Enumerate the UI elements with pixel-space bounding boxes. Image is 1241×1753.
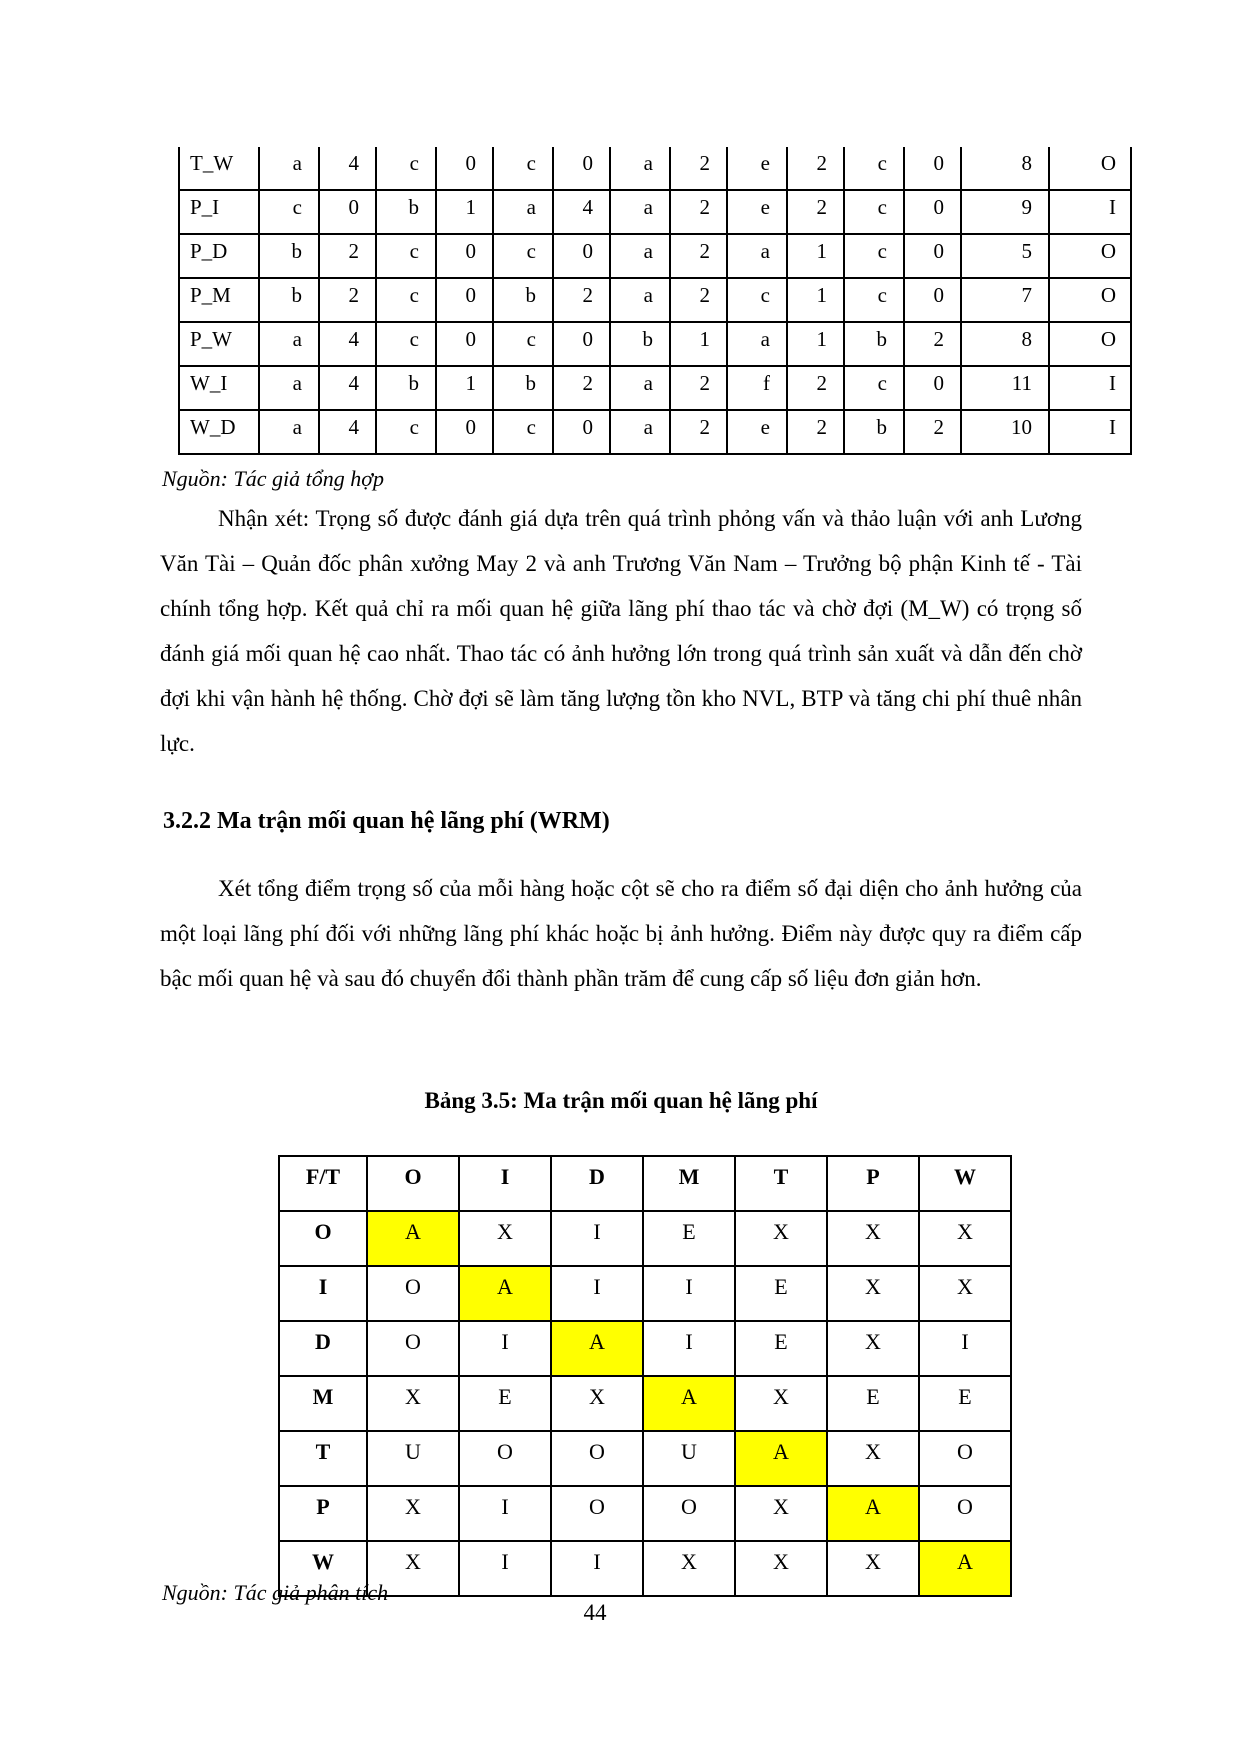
matrix-cell: X: [919, 1211, 1011, 1266]
weight-value-cell: b: [844, 322, 904, 366]
weight-value-cell: a: [610, 234, 670, 278]
weight-value-cell: 0: [436, 278, 493, 322]
weight-total-cell: 5: [961, 234, 1049, 278]
weight-value-cell: a: [610, 190, 670, 234]
weight-value-cell: c: [376, 322, 436, 366]
weight-value-cell: 0: [553, 322, 610, 366]
weight-total-cell: 10: [961, 410, 1049, 454]
matrix-row-label: P: [279, 1486, 367, 1541]
weight-value-cell: c: [259, 190, 319, 234]
commentary-paragraph: Nhận xét: Trọng số được đánh giá dựa trên quá trình phỏng vấn và thảo luận với anh Lương Văn Tài – Quản đốc phân xưởng May 2 và anh Trương Văn Nam – Trưởng bộ phận Kinh tế - Tài chính tổng hợp. Kết quả chỉ ra mối quan hệ giữa lãng phí thao tác và chờ đợi (M_W) có trọng số đánh giá mối quan hệ cao nhất. Thao tác có ảnh hưởng lớn trong quá trình sản xuất và dẫn đến chờ đợi khi vận hành hệ thống. Chờ đợi sẽ làm tăng lượng tồn kho NVL, BTP và tăng chi phí thuê nhân lực.: [160, 506, 1082, 756]
matrix-cell: I: [459, 1321, 551, 1376]
weight-value-cell: 4: [319, 322, 376, 366]
weight-value-cell: 2: [319, 278, 376, 322]
weight-value-cell: 2: [319, 234, 376, 278]
matrix-cell: X: [643, 1541, 735, 1596]
weight-value-cell: b: [844, 410, 904, 454]
weight-value-cell: f: [727, 366, 787, 410]
matrix-cell: X: [551, 1376, 643, 1431]
table-caption: Bảng 3.5: Ma trận mối quan hệ lãng phí: [424, 1088, 818, 1113]
matrix-cell: O: [551, 1431, 643, 1486]
matrix-header-cell: F/T: [279, 1156, 367, 1211]
weight-table-row: [179, 234, 1131, 278]
matrix-cell: I: [643, 1266, 735, 1321]
weight-value-cell: a: [727, 234, 787, 278]
matrix-row-label: W: [279, 1541, 367, 1596]
weight-value-cell: b: [493, 278, 553, 322]
weight-row-label: P_D: [179, 234, 259, 278]
matrix-header-cell: I: [459, 1156, 551, 1211]
weight-value-cell: c: [376, 278, 436, 322]
weight-value-cell: e: [727, 190, 787, 234]
matrix-diagonal-cell: A: [735, 1431, 827, 1486]
weight-value-cell: b: [376, 366, 436, 410]
weight-value-cell: e: [727, 410, 787, 454]
weight-value-cell: c: [493, 147, 553, 190]
weight-value-cell: c: [844, 190, 904, 234]
matrix-row: [279, 1431, 1011, 1486]
matrix-cell: E: [919, 1376, 1011, 1431]
matrix-header-cell: P: [827, 1156, 919, 1211]
matrix-cell: I: [919, 1321, 1011, 1376]
weight-table-row: [179, 366, 1131, 410]
matrix-cell: O: [919, 1431, 1011, 1486]
weight-value-cell: c: [376, 234, 436, 278]
weight-value-cell: 1: [436, 366, 493, 410]
matrix-cell: O: [643, 1486, 735, 1541]
weight-value-cell: a: [610, 366, 670, 410]
weight-value-cell: 2: [787, 190, 844, 234]
weight-value-cell: c: [844, 278, 904, 322]
matrix-cell: X: [827, 1211, 919, 1266]
weight-value-cell: 2: [904, 410, 961, 454]
matrix-cell: U: [643, 1431, 735, 1486]
weight-value-cell: 0: [904, 278, 961, 322]
weight-value-cell: 4: [319, 366, 376, 410]
matrix-header-cell: O: [367, 1156, 459, 1211]
matrix-diagonal-cell: A: [827, 1486, 919, 1541]
matrix-cell: E: [459, 1376, 551, 1431]
matrix-cell: I: [643, 1321, 735, 1376]
weight-value-cell: 0: [436, 147, 493, 190]
weight-value-cell: c: [727, 278, 787, 322]
weight-value-cell: c: [844, 147, 904, 190]
matrix-cell: O: [367, 1266, 459, 1321]
weight-value-cell: 1: [436, 190, 493, 234]
matrix-cell: E: [643, 1211, 735, 1266]
weight-value-cell: 1: [787, 322, 844, 366]
weight-table-row: [179, 278, 1131, 322]
matrix-row: [279, 1211, 1011, 1266]
page-number: 44: [583, 1600, 607, 1625]
weight-value-cell: 1: [787, 234, 844, 278]
weight-value-cell: 4: [319, 147, 376, 190]
weight-value-cell: a: [610, 278, 670, 322]
matrix-cell: X: [735, 1486, 827, 1541]
weight-row-label: W_I: [179, 366, 259, 410]
weight-value-cell: 2: [787, 147, 844, 190]
weight-value-cell: 2: [670, 234, 727, 278]
weight-value-cell: 0: [436, 322, 493, 366]
matrix-row: [279, 1321, 1011, 1376]
weight-value-cell: c: [493, 234, 553, 278]
matrix-cell: X: [827, 1321, 919, 1376]
weight-value-cell: 2: [787, 410, 844, 454]
matrix-cell: O: [459, 1431, 551, 1486]
matrix-cell: O: [367, 1321, 459, 1376]
matrix-cell: X: [367, 1541, 459, 1596]
matrix-row: [279, 1376, 1011, 1431]
matrix-cell: I: [551, 1266, 643, 1321]
matrix-cell: U: [367, 1431, 459, 1486]
weight-row-label: T_W: [179, 147, 259, 190]
weight-value-cell: 0: [553, 147, 610, 190]
weight-type-cell: O: [1049, 278, 1131, 322]
matrix-row-label: T: [279, 1431, 367, 1486]
matrix-cell: X: [735, 1376, 827, 1431]
weight-type-cell: O: [1049, 147, 1131, 190]
weight-value-cell: 2: [670, 278, 727, 322]
weight-type-cell: I: [1049, 190, 1131, 234]
matrix-cell: E: [827, 1376, 919, 1431]
weight-value-cell: 4: [319, 410, 376, 454]
matrix-header-cell: D: [551, 1156, 643, 1211]
weight-type-cell: I: [1049, 410, 1131, 454]
weight-row-label: P_I: [179, 190, 259, 234]
matrix-diagonal-cell: A: [643, 1376, 735, 1431]
section-body-paragraph: Xét tổng điểm trọng số của mỗi hàng hoặc cột sẽ cho ra điểm số đại diện cho ảnh hưởng của một loại lãng phí đối với những lãng phí khác hoặc bị ảnh hưởng. Điểm này được quy ra điểm cấp bậc mối quan hệ và sau đó chuyển đổi thành phần trăm để cung cấp số liệu đơn giản hơn.: [160, 876, 1082, 991]
matrix-header-cell: M: [643, 1156, 735, 1211]
weight-value-cell: 0: [553, 410, 610, 454]
weight-value-cell: 2: [787, 366, 844, 410]
matrix-header-cell: W: [919, 1156, 1011, 1211]
weight-row-label: P_M: [179, 278, 259, 322]
weight-value-cell: c: [493, 322, 553, 366]
weight-total-cell: 8: [961, 322, 1049, 366]
weight-row-label: W_D: [179, 410, 259, 454]
matrix-cell: X: [827, 1431, 919, 1486]
matrix-cell: E: [735, 1266, 827, 1321]
weight-value-cell: 2: [670, 366, 727, 410]
matrix-cell: I: [551, 1211, 643, 1266]
waste-weight-table: [178, 147, 1132, 455]
weight-row-label: P_W: [179, 322, 259, 366]
weight-table-row: [179, 410, 1131, 454]
matrix-row: [279, 1541, 1011, 1596]
weight-value-cell: b: [610, 322, 670, 366]
weight-value-cell: 2: [553, 366, 610, 410]
weight-total-cell: 9: [961, 190, 1049, 234]
weight-value-cell: a: [259, 147, 319, 190]
weight-value-cell: 4: [553, 190, 610, 234]
matrix-body: [279, 1211, 1011, 1596]
matrix-diagonal-cell: A: [551, 1321, 643, 1376]
weight-value-cell: 0: [553, 234, 610, 278]
weight-value-cell: b: [376, 190, 436, 234]
matrix-cell: I: [459, 1486, 551, 1541]
matrix-diagonal-cell: A: [367, 1211, 459, 1266]
matrix-header: [279, 1156, 1011, 1211]
matrix-header-cell: T: [735, 1156, 827, 1211]
weight-value-cell: a: [259, 410, 319, 454]
weight-total-cell: 11: [961, 366, 1049, 410]
weight-value-cell: a: [727, 322, 787, 366]
weight-type-cell: O: [1049, 234, 1131, 278]
matrix-row: [279, 1266, 1011, 1321]
weight-value-cell: 2: [670, 147, 727, 190]
weight-value-cell: c: [844, 366, 904, 410]
weight-total-cell: 7: [961, 278, 1049, 322]
weight-value-cell: 0: [904, 190, 961, 234]
matrix-cell: O: [919, 1486, 1011, 1541]
source-note-weight-table: Nguồn: Tác giả tổng hợp: [162, 466, 384, 491]
weight-total-cell: 8: [961, 147, 1049, 190]
matrix-cell: E: [735, 1321, 827, 1376]
matrix-cell: X: [459, 1211, 551, 1266]
matrix-header-row: [279, 1156, 1011, 1211]
weight-table-row: [179, 322, 1131, 366]
source-note-matrix: Nguồn: Tác giả phân tích: [162, 1580, 389, 1605]
weight-value-cell: 2: [670, 190, 727, 234]
matrix-cell: X: [735, 1541, 827, 1596]
matrix-cell: X: [367, 1486, 459, 1541]
weight-value-cell: c: [844, 234, 904, 278]
weight-value-cell: 2: [904, 322, 961, 366]
weight-type-cell: O: [1049, 322, 1131, 366]
matrix-diagonal-cell: A: [459, 1266, 551, 1321]
matrix-row-label: I: [279, 1266, 367, 1321]
weight-value-cell: 1: [670, 322, 727, 366]
matrix-diagonal-cell: A: [919, 1541, 1011, 1596]
weight-value-cell: e: [727, 147, 787, 190]
weight-value-cell: 0: [904, 234, 961, 278]
matrix-row-label: M: [279, 1376, 367, 1431]
matrix-cell: I: [551, 1541, 643, 1596]
weight-value-cell: 1: [787, 278, 844, 322]
weight-type-cell: I: [1049, 366, 1131, 410]
matrix-cell: X: [735, 1211, 827, 1266]
weight-value-cell: b: [493, 366, 553, 410]
waste-weight-table-body: [179, 147, 1131, 454]
weight-value-cell: a: [610, 147, 670, 190]
weight-value-cell: 0: [319, 190, 376, 234]
weight-value-cell: c: [376, 147, 436, 190]
weight-value-cell: b: [259, 234, 319, 278]
weight-value-cell: a: [493, 190, 553, 234]
matrix-cell: X: [367, 1376, 459, 1431]
weight-value-cell: b: [259, 278, 319, 322]
section-heading: 3.2.2 Ma trận mối quan hệ lãng phí (WRM): [163, 808, 610, 834]
weight-value-cell: 0: [436, 234, 493, 278]
weight-value-cell: c: [376, 410, 436, 454]
matrix-row-label: D: [279, 1321, 367, 1376]
matrix-cell: X: [919, 1266, 1011, 1321]
weight-table-row: [179, 190, 1131, 234]
weight-value-cell: 0: [436, 410, 493, 454]
weight-value-cell: 2: [670, 410, 727, 454]
matrix-cell: X: [827, 1541, 919, 1596]
weight-value-cell: a: [259, 322, 319, 366]
matrix-cell: I: [459, 1541, 551, 1596]
matrix-row: [279, 1486, 1011, 1541]
weight-value-cell: 0: [904, 366, 961, 410]
weight-table-row: [179, 147, 1131, 190]
weight-value-cell: a: [259, 366, 319, 410]
weight-value-cell: a: [610, 410, 670, 454]
weight-value-cell: 2: [553, 278, 610, 322]
matrix-row-label: O: [279, 1211, 367, 1266]
matrix-cell: O: [551, 1486, 643, 1541]
matrix-cell: X: [827, 1266, 919, 1321]
weight-value-cell: c: [493, 410, 553, 454]
waste-relationship-matrix: [278, 1155, 1012, 1597]
weight-value-cell: 0: [904, 147, 961, 190]
